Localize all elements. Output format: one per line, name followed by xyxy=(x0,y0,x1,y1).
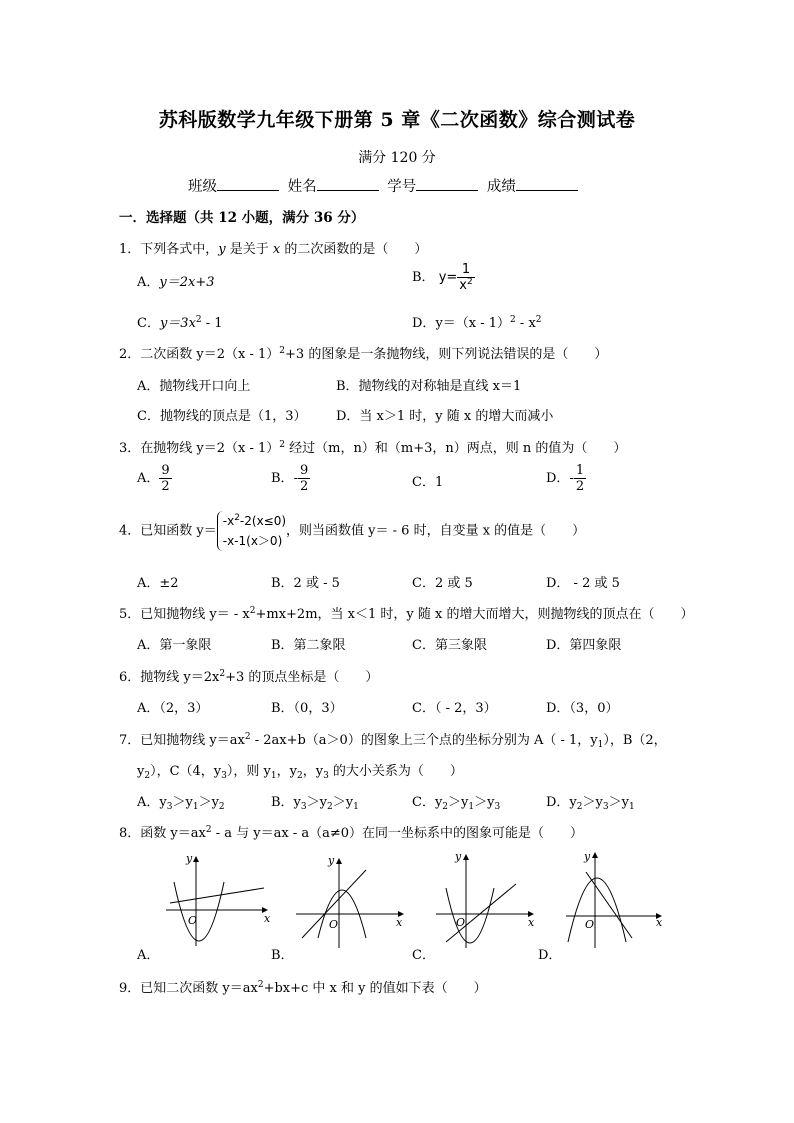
q3-option-d[interactable] xyxy=(546,463,586,494)
q6-option-a[interactable]: A．（2，3） xyxy=(137,701,209,716)
piece-text: -x xyxy=(222,514,235,528)
q2-stem-expr: y＝2（x - 1） xyxy=(196,347,280,362)
q5-option-d[interactable]: D．第四象限 xyxy=(546,638,622,653)
q2-option-c[interactable]: C．抛物线的顶点是（1，3） xyxy=(137,409,307,424)
y-axis-arrow xyxy=(193,856,199,862)
option-text: C．y xyxy=(412,795,443,810)
option-text: ＞y xyxy=(448,795,469,810)
question-8-stem xyxy=(119,822,583,841)
option-text: ＞y xyxy=(172,795,193,810)
q1-option-d[interactable] xyxy=(412,312,542,331)
piecewise-function xyxy=(217,511,286,551)
piece-1 xyxy=(223,511,286,531)
q2-option-b[interactable]: B．抛物线的对称轴是直线 x＝1 xyxy=(336,379,522,394)
q8-graph-b[interactable] xyxy=(292,850,407,950)
y-axis-arrow xyxy=(592,852,598,858)
q1-option-a[interactable] xyxy=(137,271,215,290)
subscript: 3 xyxy=(602,802,609,812)
fraction xyxy=(457,262,474,293)
q7-stem-part: ，y xyxy=(302,764,324,779)
subscript: 1 xyxy=(468,802,475,812)
fraction-numerator: 9 xyxy=(161,463,170,478)
question-2-stem xyxy=(119,343,607,362)
origin-label: O xyxy=(329,918,339,931)
subscript: 2 xyxy=(576,802,583,812)
subscript: 2 xyxy=(296,771,303,781)
score-blank[interactable] xyxy=(516,176,578,191)
exponent: 2 xyxy=(279,346,286,356)
q7-stem-part: - 2ax+b（a＞0）的图象上三个点的坐标分别为 A（ - 1，y xyxy=(250,733,598,748)
fraction-numerator: 9 xyxy=(299,463,309,478)
question-7-stem-line1 xyxy=(119,729,667,748)
option-prefix: C． xyxy=(137,316,160,331)
q7-stem-part: y xyxy=(137,764,145,779)
subscript: 2 xyxy=(442,802,449,812)
option-text: y＝3x xyxy=(159,316,196,331)
q2-stem-part: 2．二次函数 xyxy=(119,347,197,362)
q7-stem-part: 7．已知抛物线 y＝ax xyxy=(119,733,245,748)
exponent: 2 xyxy=(279,440,286,450)
q6-option-b[interactable]: B．（0，3） xyxy=(271,701,343,716)
q2-option-d[interactable]: D．当 x＞1 时，y 随 x 的增大而减小 xyxy=(336,409,554,424)
y-axis-arrow xyxy=(336,858,342,864)
question-4-stem xyxy=(119,511,585,551)
q7-option-c[interactable] xyxy=(412,791,500,810)
y-axis-label: y xyxy=(455,850,462,863)
option-prefix: D． xyxy=(412,316,436,331)
q5-stem-part: +mx+2m，当 x＜1 时，y 随 x 的增大而增大，则抛物线的顶点在（ ） xyxy=(255,607,694,622)
fraction-numerator: 1 xyxy=(457,262,474,278)
subscript: 3 xyxy=(494,802,501,812)
q2-stem-part: +3 的图象是一条抛物线，则下列说法错误的是（ ） xyxy=(285,347,608,362)
subscript: 1 xyxy=(628,802,635,812)
option-text: y＝2x+3 xyxy=(159,275,215,290)
question-7-stem-line2 xyxy=(137,760,463,779)
q1-stem-part: 是关于 xyxy=(225,242,273,257)
q1-stem-part: 的二次函数的是（ ） xyxy=(280,242,428,257)
minus-sign: - xyxy=(569,471,574,486)
q2-option-a[interactable]: A．抛物线开口向上 xyxy=(137,379,251,394)
subscript: 3 xyxy=(300,802,307,812)
q8-option-b[interactable]: B． xyxy=(271,948,294,963)
q3-stem-part: 经过（m，n）和（m+3，n）两点，则 n 的值为（ ） xyxy=(285,441,627,456)
option-text: ＞y xyxy=(332,795,354,810)
x-axis-label: x xyxy=(396,916,403,929)
q1-stem-var: x xyxy=(272,242,281,257)
question-9-stem xyxy=(119,977,487,996)
fraction xyxy=(574,463,586,494)
fraction-numerator: 1 xyxy=(575,463,585,478)
q8-graph-a[interactable] xyxy=(160,850,270,950)
fraction xyxy=(298,463,310,494)
subscript: 3 xyxy=(221,771,227,781)
student-info-line xyxy=(188,175,582,196)
class-blank[interactable] xyxy=(217,176,279,191)
den-exponent: 2 xyxy=(467,277,473,287)
q7-stem-part: ），B（2， xyxy=(603,733,667,748)
q5-option-b[interactable]: B．第二象限 xyxy=(271,638,346,653)
q7-stem-part: 的大小关系为（ ） xyxy=(328,764,463,779)
q3-option-c[interactable]: C．1 xyxy=(412,475,444,490)
q6-option-c[interactable]: C．（ - 2，3） xyxy=(412,701,497,716)
piece-2: -x-1(x＞0) xyxy=(222,534,283,548)
exponent: 2 xyxy=(249,606,256,616)
y-axis-label: y xyxy=(584,850,591,863)
q7-option-d[interactable] xyxy=(546,791,635,810)
section-heading: 一．选择题（共 12 小题，满分 36 分） xyxy=(119,210,365,226)
fraction-denominator: 2 xyxy=(575,479,585,494)
y-axis-label: y xyxy=(186,852,193,865)
exponent: 2 xyxy=(510,315,516,325)
q5-stem-part: 5．已知抛物线 y＝ - x xyxy=(119,607,250,622)
q4-option-c[interactable]: C．2 或 5 xyxy=(412,576,473,591)
q6-stem-part: +3 的顶点坐标是（ ） xyxy=(225,670,379,685)
q7-stem-part: ），则 y xyxy=(226,764,271,779)
line-graph xyxy=(170,888,264,903)
q1-option-c[interactable] xyxy=(137,312,223,331)
q5-option-a[interactable]: A．第一象限 xyxy=(137,638,212,653)
exponent: 2 xyxy=(195,315,202,325)
option-text: B．y xyxy=(271,795,301,810)
class-label: 班级 xyxy=(188,179,217,195)
q8-stem-part: - a 与 y＝ax - a（a≠0）在同一坐标系中的图象可能是（ ） xyxy=(211,826,583,841)
subscript: 2 xyxy=(144,771,151,781)
y-axis-arrow xyxy=(463,854,469,860)
q9-stem-part: +bx+c 中 x 和 y 的值如下表（ ） xyxy=(263,981,487,996)
subscript: 3 xyxy=(323,771,329,781)
exponent: 2 xyxy=(244,732,251,742)
origin-label: O xyxy=(456,916,466,929)
q8-graph-d[interactable] xyxy=(562,850,672,950)
option-text: ＞y xyxy=(198,795,219,810)
page-title: 苏科版数学九年级下册第 5 章《二次函数》综合测试卷 xyxy=(158,109,636,131)
subscript: 2 xyxy=(218,802,225,812)
q6-stem-part: 6．抛物线 y＝2x xyxy=(119,670,220,685)
exponent: 2 xyxy=(234,513,240,523)
exponent: 2 xyxy=(205,825,212,835)
option-prefix: A． xyxy=(137,275,160,290)
q3-option-a[interactable] xyxy=(137,463,172,494)
q7-option-a[interactable] xyxy=(137,791,225,810)
fraction-denominator: 2 xyxy=(161,479,170,494)
option-prefix: B． xyxy=(271,471,294,486)
exponent: 2 xyxy=(257,980,264,990)
line-graph xyxy=(446,884,516,942)
fraction-denominator: 2 xyxy=(299,479,309,494)
option-text: y＝（x - 1） xyxy=(435,316,511,331)
option-text: y= xyxy=(438,270,458,285)
subscript: 1 xyxy=(597,740,604,750)
exponent: 2 xyxy=(219,669,226,679)
den-base: x xyxy=(459,278,467,293)
q4-stem-part: 4．已知函数 y＝ xyxy=(119,523,217,539)
option-text: - x xyxy=(515,316,536,331)
id-label: 学号 xyxy=(387,179,417,195)
option-prefix: D． xyxy=(546,471,570,486)
q7-option-b[interactable] xyxy=(271,791,359,810)
score-label: 成绩 xyxy=(486,179,516,195)
q4-option-d[interactable]: D． - 2 或 5 xyxy=(546,576,620,591)
parabola-curve xyxy=(446,888,494,943)
q8-option-d[interactable]: D． xyxy=(538,948,562,963)
subscript: 1 xyxy=(192,802,199,812)
option-text: - 1 xyxy=(201,316,223,331)
exponent: 2 xyxy=(535,315,542,325)
q8-stem-part: 8．函数 y＝ax xyxy=(119,826,206,841)
question-5-stem xyxy=(119,603,693,622)
q3-stem-part: 3．在抛物线 xyxy=(119,441,197,456)
question-6-stem xyxy=(119,666,378,685)
q6-option-d[interactable]: D．（3，0） xyxy=(546,701,619,716)
q7-stem-part: ），C（4，y xyxy=(150,764,222,779)
option-text: A．y xyxy=(137,795,167,810)
subscript: 3 xyxy=(166,802,173,812)
id-blank[interactable] xyxy=(416,176,478,191)
y-axis-label: y xyxy=(328,854,335,867)
subscript: 2 xyxy=(327,802,333,812)
q8-option-c[interactable]: C． xyxy=(412,948,435,963)
q8-graph-c[interactable] xyxy=(432,850,547,950)
name-blank[interactable] xyxy=(317,176,379,191)
x-axis-label: x xyxy=(264,912,270,925)
subscript: 1 xyxy=(353,802,359,812)
x-axis-label: x xyxy=(528,916,535,929)
question-3-stem xyxy=(119,437,626,456)
minus-sign: - xyxy=(293,471,298,486)
q9-stem-part: 9．已知二次函数 y＝ax xyxy=(119,981,258,996)
q3-option-b[interactable] xyxy=(271,463,310,494)
x-axis-label: x xyxy=(656,916,663,929)
q4-option-a[interactable]: A．±2 xyxy=(137,576,179,591)
option-prefix: B． xyxy=(412,270,435,285)
q4-option-b[interactable]: B．2 或 - 5 xyxy=(271,576,340,591)
piece-text: -2(x≤0) xyxy=(239,514,287,528)
q3-stem-expr: y＝2（x - 1） xyxy=(196,441,280,456)
q7-stem-part: ，y xyxy=(276,764,297,779)
q8-option-a[interactable]: A． xyxy=(137,948,160,963)
q4-stem-part: ，则当函数值 y＝ - 6 时，自变量 x 的值是（ ） xyxy=(286,523,586,539)
subscript: 1 xyxy=(270,771,277,781)
option-text: D．y xyxy=(546,795,577,810)
q1-option-b[interactable] xyxy=(412,262,475,293)
full-score-note: 满分 120 分 xyxy=(358,150,436,166)
option-text: ＞y xyxy=(306,795,327,810)
q1-stem-part: 1．下列各式中， xyxy=(119,242,219,257)
origin-label: O xyxy=(188,914,198,927)
fraction xyxy=(159,463,171,494)
parabola-curve xyxy=(174,882,224,941)
option-prefix: A． xyxy=(137,471,160,486)
q5-option-c[interactable]: C．第三象限 xyxy=(412,638,487,653)
option-text: ＞y xyxy=(582,795,603,810)
fraction-denominator xyxy=(457,278,474,293)
q1-stem-var: y xyxy=(218,242,226,257)
origin-label: O xyxy=(585,918,595,931)
question-1-stem xyxy=(119,238,427,257)
name-label: 姓名 xyxy=(287,179,317,195)
option-text: ＞y xyxy=(608,795,629,810)
option-text: ＞y xyxy=(474,795,495,810)
